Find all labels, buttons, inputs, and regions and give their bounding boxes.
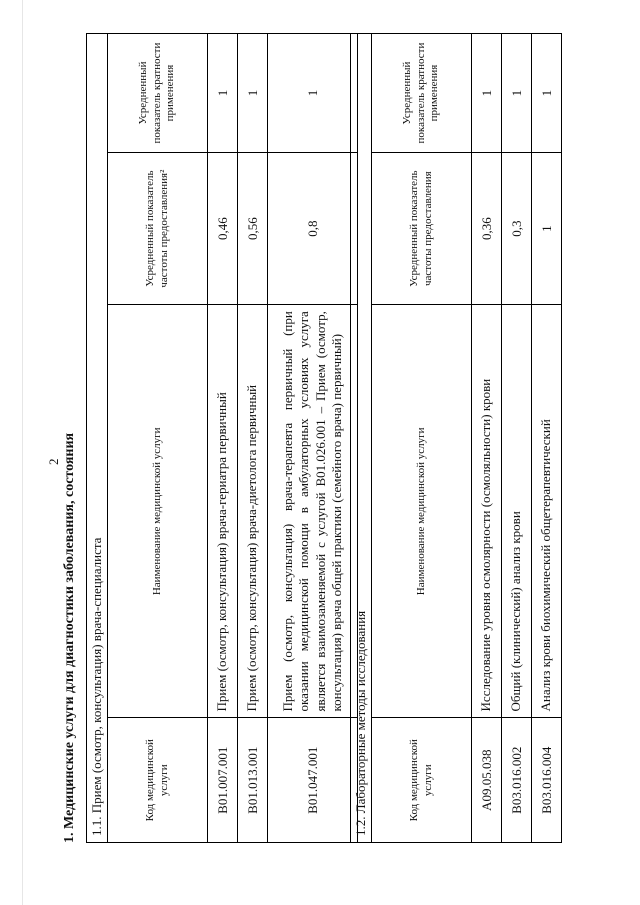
table-specialist-consultation (86, 33, 358, 843)
service-code: A09.05.038 (472, 718, 502, 843)
multiplicity-value: 1 (472, 34, 502, 153)
section-title: 1. Медицинские услуги для диагностики заболевания, состояния (62, 432, 77, 843)
table-row (472, 34, 502, 843)
header-name: Наименование медицинской услуги (108, 305, 208, 718)
page-number: 2 (46, 458, 61, 465)
header-code: Код медицинской услуги (108, 718, 208, 843)
table-row (502, 34, 532, 843)
frequency-value: 0,56 (238, 153, 268, 305)
service-name: Анализ крови биохимический общетерапевтический (532, 305, 562, 718)
table-row (208, 34, 238, 843)
table-row (532, 34, 562, 843)
service-name: Общий (клинический) анализ крови (502, 305, 532, 718)
service-code: B03.016.004 (532, 718, 562, 843)
table-header-row (372, 34, 472, 843)
header-multiplicity: Усредненный показатель кратности применения (108, 34, 208, 153)
header-frequency: Усредненный показатель частоты предоставления² (108, 153, 208, 305)
frequency-value: 0,8 (268, 153, 358, 305)
multiplicity-value: 1 (208, 34, 238, 153)
service-code: B03.016.002 (502, 718, 532, 843)
service-name: Исследование уровня осмолярности (осмоляльности) крови (472, 305, 502, 718)
table-caption: 1.2. Лабораторные методы исследования (351, 34, 372, 843)
table-row (268, 34, 358, 843)
header-name: Наименование медицинской услуги (372, 305, 472, 718)
multiplicity-value: 1 (502, 34, 532, 153)
service-name: Прием (осмотр, консультация) врача-гериатра первичный (208, 305, 238, 718)
table-caption: 1.1. Прием (осмотр, консультация) врача-специалиста (87, 34, 108, 843)
multiplicity-value: 1 (268, 34, 358, 153)
service-code: B01.013.001 (238, 718, 268, 843)
header-multiplicity: Усредненный показатель кратности применения (372, 34, 472, 153)
multiplicity-value: 1 (238, 34, 268, 153)
header-code: Код медицинской услуги (372, 718, 472, 843)
table-row (238, 34, 268, 843)
multiplicity-value: 1 (532, 34, 562, 153)
frequency-value: 1 (532, 153, 562, 305)
frequency-value: 0,46 (208, 153, 238, 305)
frequency-value: 0,3 (502, 153, 532, 305)
service-name: Прием (осмотр, консультация) врача-терапевта первичный (при оказании медицинской помощи в амбулаторных условиях услуга является взаимозаменяемой с услугой B01.026.001 – Прием (осмотр, консультация) врача общей практики (семейного врача) первичный) (268, 305, 358, 718)
table-laboratory-methods (350, 33, 562, 843)
service-code: B01.007.001 (208, 718, 238, 843)
table-header-row (108, 34, 208, 843)
service-name: Прием (осмотр, консультация) врача-диетолога первичный (238, 305, 268, 718)
header-frequency: Усредненный показатель частоты предоставления (372, 153, 472, 305)
service-code: B01.047.001 (268, 718, 358, 843)
frequency-value: 0,36 (472, 153, 502, 305)
